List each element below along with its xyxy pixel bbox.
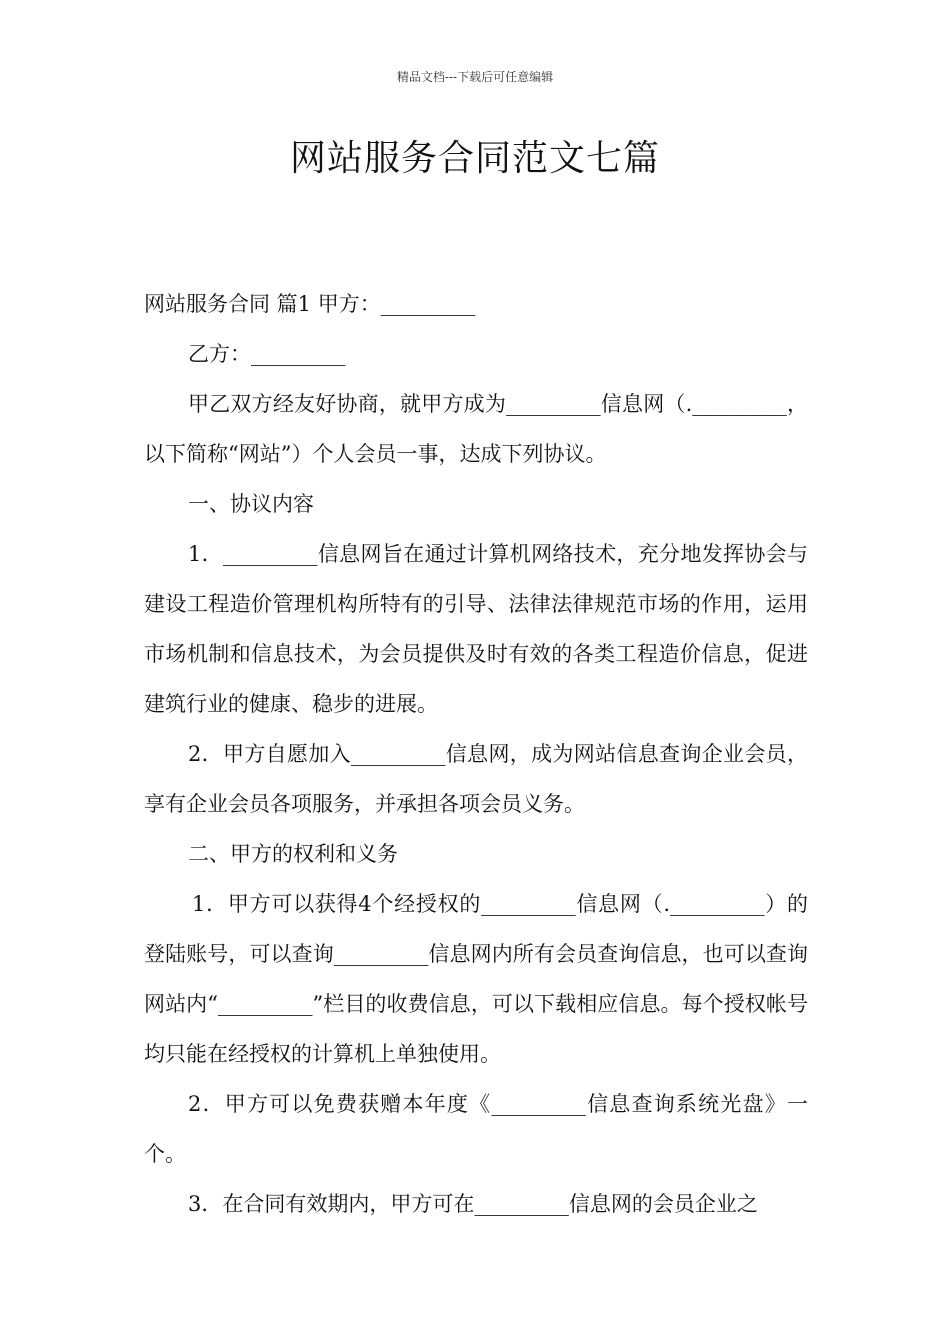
paragraph-intro: 甲乙双方经友好协商，就甲方成为_________信息网（._________，以下简称“网站”）个人会员一事，达成下列协议。 bbox=[144, 392, 808, 466]
section-heading-agreement: 一、协议内容 bbox=[188, 492, 314, 516]
paragraph-party-b: 乙方：_________ bbox=[188, 342, 346, 366]
document-title: 网站服务合同范文七篇 bbox=[289, 138, 660, 179]
paragraph-clause-1-1: 1．_________信息网旨在通过计算机网络技术，充分地发挥协会与建设工程造价管理机构所特有的引导、法律法律规范市场的作用，运用市场机制和信息技术，为会员提供及时有效的各类工程造价信息，促进建筑行业的健康、稳步的进展。 bbox=[144, 542, 808, 716]
paragraph-clause-2-1: 1．甲方可以获得4个经授权的_________信息网（._________）的登陆账号，可以查询_________信息网内所有会员查询信息，也可以查询网站内“_________”栏目的收费信息，可以下载相应信息。每个授权帐号均只能在经授权的计算机上单独使用。 bbox=[144, 892, 808, 1066]
paragraph-contract-heading: 网站服务合同 篇1 甲方：_________ bbox=[144, 292, 476, 316]
paragraph-clause-2-3: 3．在合同有效期内，甲方可在_________信息网的会员企业之 bbox=[188, 1192, 758, 1216]
page-header-note: 精品文档---下载后可任意编辑 bbox=[396, 70, 554, 84]
paragraph-clause-1-2: 2．甲方自愿加入_________信息网，成为网站信息查询企业会员，享有企业会员各项服务，并承担各项会员义务。 bbox=[144, 742, 808, 816]
document-body bbox=[144, 279, 808, 1229]
section-heading-rights: 二、甲方的权利和义务 bbox=[188, 842, 398, 866]
paragraph-clause-2-2: 2．甲方可以免费获赠本年度《_________信息查询系统光盘》一个。 bbox=[144, 1092, 808, 1166]
